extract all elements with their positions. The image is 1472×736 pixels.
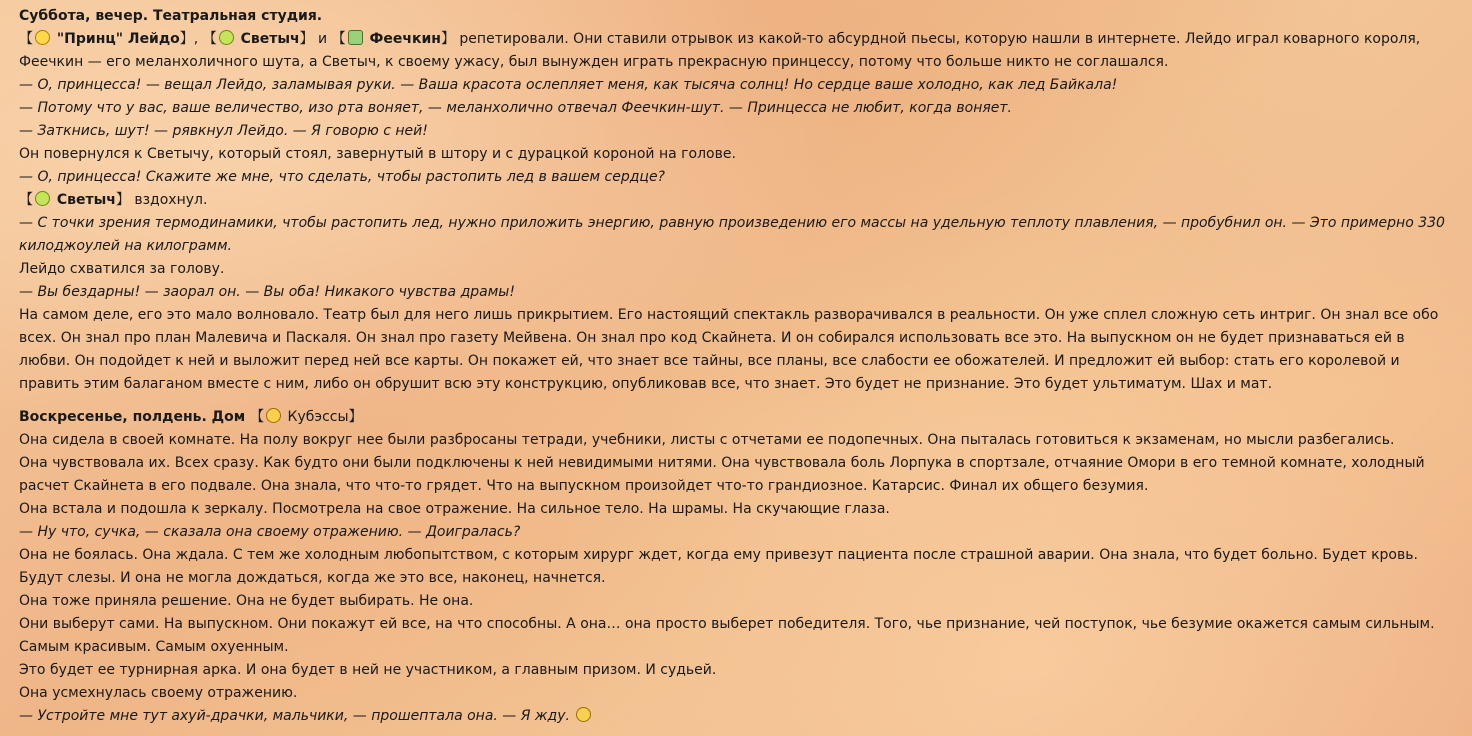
scene1-line-1: — О, принцесса! — вещал Лейдо, заламывая руки. — Ваша красота ослепляет меня, как тысяча солнц! Но сердце ваше холодно, как лед Байкала!: [19, 77, 1118, 93]
fairy-emoji-icon: [348, 30, 363, 45]
scene1-line-9: — Вы бездарны! — заорал он. — Вы оба! Никакого чувства драмы!: [19, 284, 515, 300]
scene1-heading: Суббота, вечер. Театральная студия.: [19, 8, 323, 24]
scene1-line-10: На самом деле, его это мало волновало. Театр был для него лишь прикрытием. Его настоящий спектакль разворачивался в реальности. Он уже сплел сложную сеть интриг. Он знал все обо всех. Он знал про план Малевича и Паскаля. Он знал про газету Мейвена. Он знал про код Скайнета. И он собирался использовать все это. На выпускном он не будет признаваться ей в любви. Он подойдет к ней и выложит перед ней все карты. Он покажет ей, что знает все тайны, все планы, все слабости ее обожателей. И предложит ей выбор: стать его королевой и править этим балаганом вместе с ним, либо он обрушит всю эту конструкцию, опубликовав все, что знает. Это будет не признание. Это будет ультиматум. Шах и мат.: [19, 307, 1439, 392]
scene2-line-1: Она сидела в своей комнате. На полу вокруг нее были разбросаны тетради, учебники, листы с отчетами ее подопечных. Она пыталась готовиться к экзаменам, но мысли разбегались.: [19, 432, 1395, 448]
scene2-line-7: Они выберут сами. На выпускном. Они покажут ей все, на что способны. А она… она просто выберет победителя. Того, чье признание, чей поступок, чье безумие окажется самым сильным. Самым красивым. Самым охуенным.: [19, 616, 1435, 655]
mention-prince: 【 "Принц" Лейдо】: [19, 31, 194, 47]
scene2-line-5: Она не боялась. Она ждала. С тем же холодным любопытством, с которым хирург ждет, когда ему привезут пациента после страшной аварии. Она знала, что будет больно. Будет кровь. Будут слезы. И она не могла дождаться, когда же это все, наконец, начнется.: [19, 547, 1418, 586]
scene1-line-7: — С точки зрения термодинамики, чтобы растопить лед, нужно приложить энергию, равную произведению его массы на удельную теплоту плавления, — пробубнил он. — Это примерно 330 килоджоулей на килограмм.: [19, 215, 1445, 254]
mention-kubessy: 【 Кубэссы】: [250, 409, 363, 425]
scene1-intro: 【 "Принц" Лейдо】, 【 Светыч】 и 【 Феечкин】 репетировали. Они ставили отрывок из какой-то абсурдной пьесы, которую нашли в интернете. Лейдо играл коварного короля, Феечкин — его меланхоличного шута, а Светыч, к своему ужасу, был вынужден играть прекрасную принцессу, потому что больше никто не соглашался.: [19, 31, 1421, 70]
scene2-line-3: Она встала и подошла к зеркалу. Посмотрела на свое отражение. На сильное тело. На шрамы. На скучающие глаза.: [19, 501, 890, 517]
scene2-line-10: — Устройте мне тут ахуй-драчки, мальчики, — прошептала она. — Я жду.: [19, 705, 1459, 728]
wink-emoji-icon: [576, 707, 591, 722]
document: [19, 5, 1459, 728]
section-gap: [19, 396, 1459, 406]
scene2-line-4: — Ну что, сучка, — сказала она своему отражению. — Доигралась?: [19, 524, 521, 540]
scene2-line-2: Она чувствовала их. Всех сразу. Как будто они были подключены к ней невидимыми нитями. Она чувствовала боль Лорпука в спортзале, отчаяние Омори в его темной комнате, холодный расчет Скайнета в его подвале. Она знала, что что-то грядет. Что на выпускном произойдет что-то грандиозное. Катарсис. Финал их общего безумия.: [19, 455, 1425, 494]
scene1-line-2: — Потому что у вас, ваше величество, изо рта воняет, — меланхолично отвечал Феечкин-шут. — Принцесса не любит, когда воняет.: [19, 100, 1012, 116]
smile-emoji-icon: [266, 408, 281, 423]
mention-svetych-2: 【 Светыч】: [19, 192, 130, 208]
mention-svetych: 【 Светыч】: [202, 31, 314, 47]
lemon-emoji-icon: [35, 191, 50, 206]
scene2-line-9: Она усмехнулась своему отражению.: [19, 685, 298, 701]
scene1-line-5: — О, принцесса! Скажите же мне, что сделать, чтобы растопить лед в вашем сердце?: [19, 169, 665, 185]
scene1-line-6: 【 Светыч】 вздохнул.: [19, 192, 208, 208]
smile-emoji-icon: [35, 30, 50, 45]
mention-feechkin: 【 Феечкин】: [331, 31, 455, 47]
scene2-line-8: Это будет ее турнирная арка. И она будет в ней не участником, а главным призом. И судьей.: [19, 662, 717, 678]
scene2-heading: Воскресенье, полдень. Дом 【 Кубэссы】: [19, 409, 363, 425]
scene1-line-4: Он повернулся к Светычу, который стоял, завернутый в штору и с дурацкой короной на голове.: [19, 146, 736, 162]
scene1-line-8: Лейдо схватился за голову.: [19, 261, 225, 277]
lemon-emoji-icon: [219, 30, 234, 45]
scene1-line-3: — Заткнись, шут! — рявкнул Лейдо. — Я говорю с ней!: [19, 123, 428, 139]
scene2-line-6: Она тоже приняла решение. Она не будет выбирать. Не она.: [19, 593, 474, 609]
